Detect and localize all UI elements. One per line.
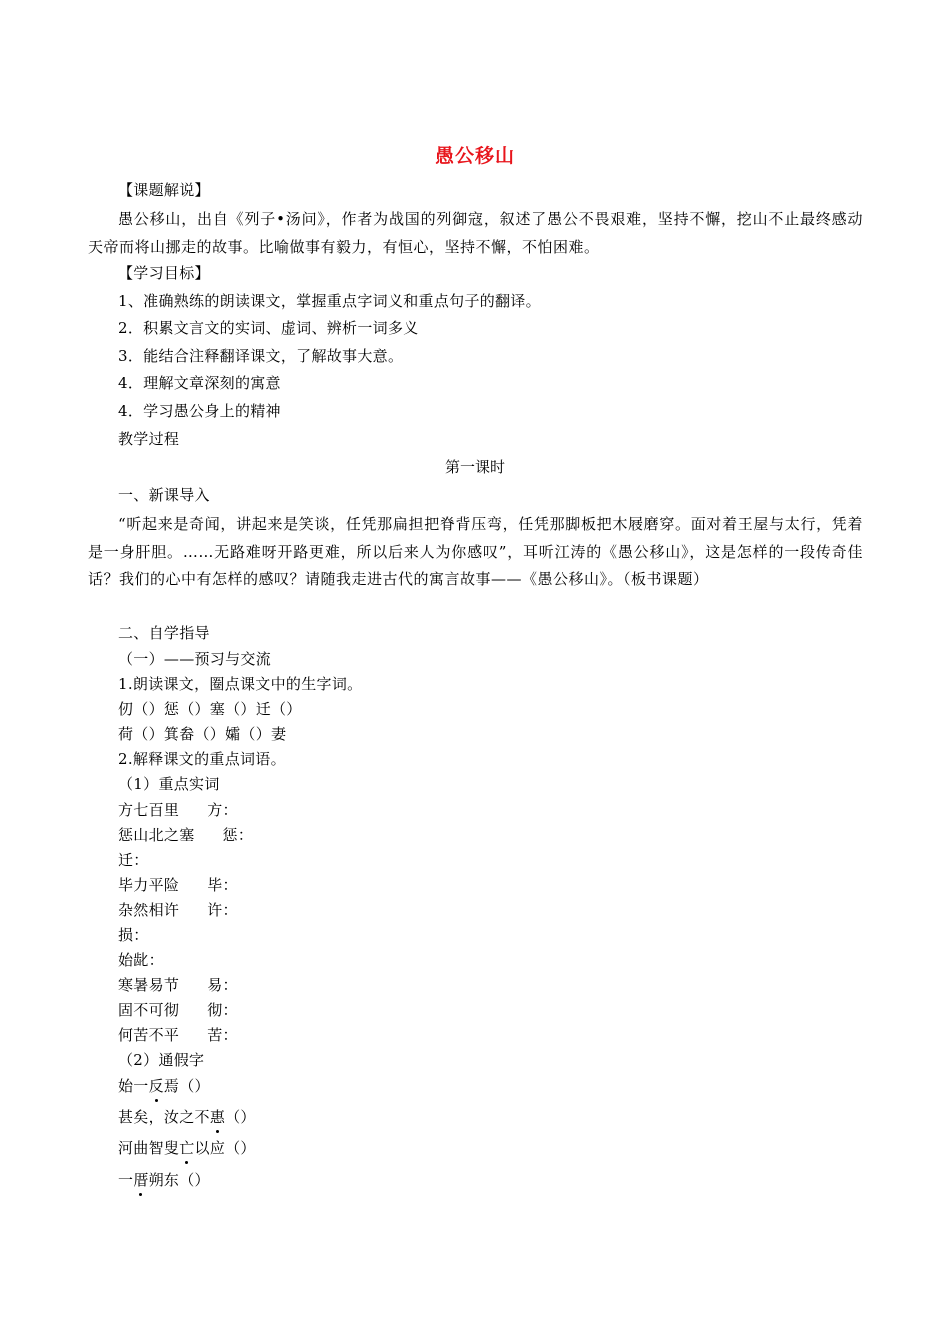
word-row bbox=[118, 824, 253, 846]
word-phrase: 损： bbox=[118, 926, 149, 944]
task1: 1.朗读课文，圈点课文中的生字词。 bbox=[118, 675, 363, 693]
section1-heading: 一、新课导入 bbox=[118, 486, 210, 504]
word-row bbox=[118, 949, 164, 971]
word-phrase: 固不可彻 bbox=[118, 1001, 180, 1019]
word-phrase: 寒暑易节 bbox=[118, 976, 180, 994]
document-title: 愚公移山 bbox=[434, 145, 515, 167]
word-phrase: 何苦不平 bbox=[118, 1026, 180, 1044]
intro-heading: 【课题解说】 bbox=[118, 181, 210, 199]
tongjia-text: 始一 bbox=[118, 1077, 149, 1095]
goal-item: 2．积累文言文的实词、虚词、辨析一词多义 bbox=[118, 319, 419, 337]
intro-paragraph: 愚公移山，出自《列子•汤问》，作者为战国的列御寇，叙述了愚公不畏艰难，坚持不懈，挖山不止最终感动天帝而将山挪走的故事。比喻做事有毅力，有恒心，坚持不懈，不怕困难。 bbox=[88, 210, 863, 256]
tongjia-text: 甚矣，汝之不 bbox=[118, 1108, 210, 1126]
tongjia-char: 惠 bbox=[209, 1108, 226, 1126]
goal-item: 1、准确熟练的朗读课文，掌握重点字词义和重点句子的翻译。 bbox=[118, 292, 541, 310]
word-phrase: 惩山北之塞 bbox=[118, 826, 195, 844]
word-target: 许： bbox=[207, 901, 238, 919]
chars-row-1: 仞（）惩（）塞（）迁（） bbox=[118, 700, 302, 718]
word-row bbox=[118, 874, 238, 896]
tongjia-text: 河曲智叟 bbox=[118, 1139, 180, 1157]
tongjia-text: 一 bbox=[118, 1171, 134, 1189]
goal-item: 3．能结合注释翻译课文，了解故事大意。 bbox=[118, 347, 404, 365]
goal-item: 4．理解文章深刻的寓意 bbox=[118, 374, 281, 392]
tongjia-text: （） bbox=[225, 1108, 256, 1126]
section1-paragraph: “听起来是奇闻，讲起来是笑谈，任凭那扁担把脊背压弯，任凭那脚板把木屐磨穿。面对着王屋与太行，凭着是一身肝胆。……无路难呀开路更难，所以后来人为你感叹”，耳听江涛的《愚公移山》，这是怎样的一段传奇佳话？我们的心中有怎样的感叹？请随我走进古代的寓言故事——《愚公移山》。（板书课题） bbox=[88, 515, 863, 588]
tongjia-text: 焉（） bbox=[163, 1077, 210, 1095]
word-target: 毕： bbox=[207, 876, 238, 894]
lesson-label: 第一课时 bbox=[444, 458, 505, 476]
word-phrase: 始龀： bbox=[118, 951, 164, 969]
tongjia-text: 以应（） bbox=[194, 1139, 256, 1157]
word-target: 方： bbox=[207, 801, 238, 819]
word-row bbox=[118, 999, 238, 1021]
goal-item: 4．学习愚公身上的精神 bbox=[118, 402, 281, 420]
tongjia-char: 亡 bbox=[179, 1139, 195, 1157]
section2-heading: 二、自学指导 bbox=[118, 624, 210, 642]
word-phrase: 杂然相许 bbox=[118, 901, 180, 919]
word-target: 彻： bbox=[207, 1001, 238, 1019]
tongjia-char: 厝 bbox=[133, 1171, 149, 1189]
tongjia-row bbox=[118, 1137, 256, 1159]
word-row bbox=[118, 899, 238, 921]
word-phrase: 迁： bbox=[118, 851, 149, 869]
word-row bbox=[118, 924, 149, 946]
tongjia-row bbox=[118, 1106, 256, 1128]
process-label: 教学过程 bbox=[118, 430, 180, 448]
word-phrase: 毕力平险 bbox=[118, 876, 180, 894]
word-target: 苦： bbox=[207, 1026, 238, 1044]
section2-sub1: （一）——预习与交流 bbox=[118, 650, 272, 668]
sub-words-heading: （1）重点实词 bbox=[118, 775, 220, 793]
task2: 2.解释课文的重点词语。 bbox=[118, 750, 286, 768]
tongjia-char: 反 bbox=[148, 1077, 164, 1095]
word-row bbox=[118, 799, 238, 821]
word-row bbox=[118, 974, 238, 996]
word-row bbox=[118, 1024, 238, 1046]
tongjia-row bbox=[118, 1075, 210, 1097]
tongjia-row bbox=[118, 1169, 210, 1191]
word-target: 惩： bbox=[222, 826, 254, 844]
sub-tongjia-heading: （2）通假字 bbox=[118, 1051, 205, 1069]
word-row bbox=[118, 849, 149, 871]
chars-row-2: 荷（）箕畚（）孀（）妻 bbox=[118, 725, 287, 743]
word-phrase: 方七百里 bbox=[118, 801, 180, 819]
tongjia-text: 朔东（） bbox=[148, 1171, 210, 1189]
word-target: 易： bbox=[207, 976, 238, 994]
goals-heading: 【学习目标】 bbox=[118, 264, 210, 282]
